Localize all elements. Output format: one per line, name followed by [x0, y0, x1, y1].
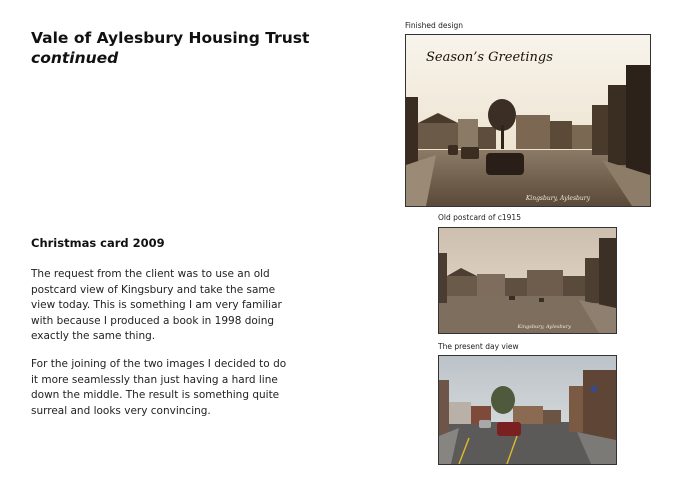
- caption-old-postcard: Old postcard of c1915: [438, 213, 521, 222]
- present-day-image: [438, 355, 617, 465]
- section-heading: Christmas card 2009: [31, 236, 165, 250]
- paragraph-joining: For the joining of the two images I decided to do it more seamlessly than just having a hard line down the middle. The result is something quite surreal and looks very convincing.: [31, 358, 287, 417]
- caption-finished-design: Finished design: [405, 21, 463, 30]
- paragraph-request: The request from the client was to use an old postcard view of Kingsbury and take the same view today. This is something I am very familiar with because I produced a book in 1998 doing exactly the same thing.: [31, 268, 282, 342]
- finished-design-image: [405, 34, 651, 207]
- page-subtitle: continued: [31, 49, 119, 67]
- postcard-label: Kingsbury, Aylesbury: [517, 324, 571, 330]
- caption-present-day: The present day view: [438, 342, 519, 351]
- postcard-label: Kingsbury, Aylesbury: [525, 195, 590, 202]
- greeting-text: Season’s Greetings: [426, 50, 553, 65]
- page-title: Vale of Aylesbury Housing Trust: [31, 29, 310, 47]
- old-postcard-image: [438, 227, 617, 334]
